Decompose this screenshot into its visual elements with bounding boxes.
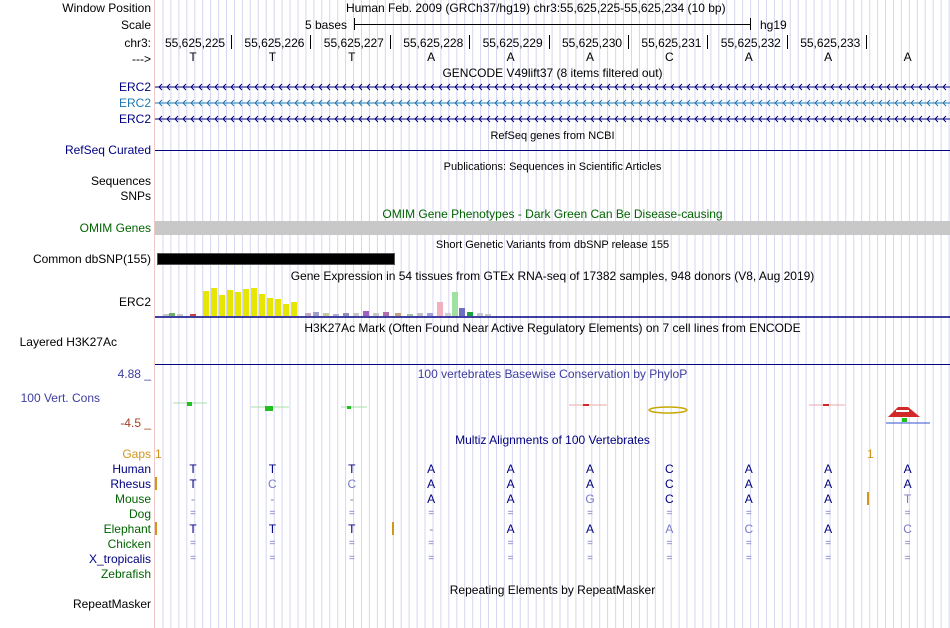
alignment-base: A xyxy=(744,477,753,491)
publications-snps-label[interactable]: SNPs xyxy=(120,189,151,203)
gtex-tissue-bar xyxy=(373,313,379,316)
alignment-base: A xyxy=(665,522,674,536)
gencode-item-label-2[interactable]: ERC2 xyxy=(118,96,151,110)
dbsnp-track-label[interactable]: Common dbSNP(155) xyxy=(32,252,151,266)
species-label-chicken[interactable]: Chicken xyxy=(107,537,151,551)
refseq-track-label[interactable]: RefSeq Curated xyxy=(64,143,151,157)
alignment-base: = xyxy=(587,508,593,519)
rhesus-insertion-mark xyxy=(155,477,157,490)
gtex-tissue-bar xyxy=(445,313,451,316)
gtex-tissue-bar xyxy=(485,314,491,316)
omim-track-title: OMIM Gene Phenotypes - Dark Green Can Be Disease-causing xyxy=(382,207,723,221)
omim-track-label[interactable]: OMIM Genes xyxy=(79,221,151,235)
refseq-track-title: RefSeq genes from NCBI xyxy=(490,130,615,142)
alignment-base: = xyxy=(587,538,593,549)
multiz-track-title: Multiz Alignments of 100 Vertebrates xyxy=(455,433,650,447)
alignment-base: A xyxy=(824,522,833,536)
species-label-x-tropicalis[interactable]: X_tropicalis xyxy=(88,552,151,566)
gtex-tissue-bar xyxy=(283,304,289,316)
gtex-track-label[interactable]: ERC2 xyxy=(118,295,151,309)
chrom-label: chr3: xyxy=(124,36,151,50)
gtex-tissue-bar xyxy=(437,302,443,316)
ruler-tick xyxy=(787,35,788,49)
gtex-tissue-bar xyxy=(353,313,359,316)
alignment-base: A xyxy=(506,477,515,491)
reference-base: A xyxy=(427,50,436,64)
alignment-base: = xyxy=(587,553,593,564)
mouse-insertion-mark xyxy=(867,492,869,505)
gtex-tissue-bar xyxy=(383,312,389,316)
alignment-base: C xyxy=(347,477,357,491)
species-label-zebrafish[interactable]: Zebrafish xyxy=(100,567,151,581)
h3k27ac-track-label[interactable]: Layered H3K27Ac xyxy=(19,335,117,349)
ruler-tick xyxy=(707,35,708,49)
alignment-base: = xyxy=(269,538,276,549)
alignment-base: = xyxy=(666,508,673,519)
species-label-human[interactable]: Human xyxy=(112,462,151,476)
alignment-base: A xyxy=(585,462,594,476)
scale-bar-right-tick xyxy=(750,18,751,30)
refseq-transcript-line[interactable] xyxy=(155,150,950,151)
gencode-item-label-3[interactable]: ERC2 xyxy=(118,112,151,126)
gtex-tissue-bar xyxy=(219,295,225,316)
alignment-base: = xyxy=(904,538,911,549)
alignment-base: A xyxy=(585,477,594,491)
gtex-tissue-bar xyxy=(333,314,339,316)
species-label-dog[interactable]: Dog xyxy=(128,507,151,521)
gtex-tissue-bar xyxy=(275,299,281,316)
ruler-coordinate: 55,625,229 xyxy=(482,36,543,50)
gtex-tissue-bar xyxy=(305,313,311,316)
scale-bar-label: 5 bases xyxy=(305,18,348,32)
alignment-base: A xyxy=(585,522,594,536)
species-label-rhesus[interactable]: Rhesus xyxy=(110,477,151,491)
alignment-base: A xyxy=(903,477,912,491)
alignment-base: C xyxy=(665,492,674,506)
alignment-base: T xyxy=(189,477,197,491)
alignment-base: = xyxy=(428,553,435,564)
ruler-tick xyxy=(390,35,391,49)
ruler-tick xyxy=(628,35,629,49)
alignment-base: = xyxy=(507,538,514,549)
alignment-base: = xyxy=(904,553,911,564)
dbsnp-variant-bar[interactable] xyxy=(157,253,395,265)
alignment-base: - xyxy=(270,492,275,506)
alignment-base: = xyxy=(666,553,673,564)
alignment-base: = xyxy=(348,553,355,564)
reference-base: T xyxy=(268,50,277,64)
publications-track-title: Publications: Sequences in Scientific Articles xyxy=(443,161,662,173)
alignment-base: C xyxy=(903,522,912,536)
h3k27ac-baseline xyxy=(155,364,950,365)
reference-base: A xyxy=(744,50,753,64)
repeatmasker-track-title: Repeating Elements by RepeatMasker xyxy=(449,583,656,597)
alignment-base: = xyxy=(825,508,832,519)
ruler-tick xyxy=(866,35,867,49)
reference-base: A xyxy=(824,50,833,64)
dbsnp-track-title: Short Genetic Variants from dbSNP release 155 xyxy=(435,239,670,251)
scale-bar xyxy=(354,24,750,25)
alignment-base: G xyxy=(585,492,595,506)
gtex-tissue-bar xyxy=(427,313,433,316)
alignment-base: = xyxy=(269,553,276,564)
alignment-base: - xyxy=(349,492,354,506)
gtex-tissue-bar xyxy=(417,313,423,316)
ruler-tick xyxy=(310,35,311,49)
scale-label: Scale xyxy=(120,18,151,32)
alignment-base: A xyxy=(427,492,436,506)
alignment-base: = xyxy=(507,553,514,564)
alignment-base: T xyxy=(189,522,197,536)
ruler-tick xyxy=(231,35,232,49)
ruler-coordinate: 55,625,228 xyxy=(403,36,464,50)
ruler-coordinate: 55,625,225 xyxy=(165,36,226,50)
omim-phenotype-bar[interactable] xyxy=(155,221,950,235)
alignment-base: = xyxy=(745,508,752,519)
alignment-base: A xyxy=(903,462,912,476)
ruler-coordinate: 55,625,230 xyxy=(562,36,623,50)
alignment-base: A xyxy=(824,492,833,506)
gtex-tissue-bar xyxy=(395,313,401,316)
species-label-mouse[interactable]: Mouse xyxy=(114,492,151,506)
alignment-base: T xyxy=(189,462,197,476)
reference-base: A xyxy=(585,50,594,64)
alignment-base: T xyxy=(348,462,356,476)
gtex-tissue-bar xyxy=(259,294,265,316)
ruler-tick xyxy=(549,35,550,49)
reference-base: A xyxy=(903,50,912,64)
reference-base: A xyxy=(506,50,515,64)
multiz-gap-mark-right: 1 xyxy=(867,447,874,461)
alignment-base: = xyxy=(825,553,832,564)
alignment-base: T xyxy=(268,462,277,476)
elephant-insertion-mark-left xyxy=(155,522,157,535)
elephant-insertion-mark-mid xyxy=(392,522,394,535)
ruler-coordinate: 55,625,226 xyxy=(244,36,305,50)
multiz-gaps-label: Gaps xyxy=(122,447,151,461)
gtex-tissue-bar xyxy=(163,314,169,316)
phylop-conservation-plot[interactable] xyxy=(155,395,950,430)
alignment-base: = xyxy=(825,538,832,549)
gtex-tissue-bar xyxy=(251,288,257,316)
repeatmasker-track-label[interactable]: RepeatMasker xyxy=(72,597,151,611)
strand-label: ---> xyxy=(132,52,151,66)
alignment-base: = xyxy=(745,553,752,564)
alignment-base: A xyxy=(506,492,515,506)
gtex-tissue-bar xyxy=(190,314,196,316)
alignment-base: A xyxy=(744,492,753,506)
gtex-tissue-bar xyxy=(459,308,465,316)
phylop-min-label: -4.5 _ xyxy=(120,416,151,430)
scale-assembly-label: hg19 xyxy=(760,18,787,32)
alignment-base: A xyxy=(744,462,753,476)
reference-base: T xyxy=(348,50,356,64)
alignment-base: A xyxy=(824,477,833,491)
alignment-base: T xyxy=(903,492,912,506)
multiz-gap-mark-left: 1 xyxy=(155,447,162,461)
gtex-tissue-bar xyxy=(235,292,241,316)
gtex-tissue-bar xyxy=(267,298,273,316)
alignment-base: A xyxy=(427,477,436,491)
gencode-item-label-1[interactable]: ERC2 xyxy=(118,80,151,94)
gtex-tissue-bar xyxy=(203,291,209,316)
ruler-tick xyxy=(469,35,470,49)
alignment-base: = xyxy=(745,538,752,549)
ruler-coordinate: 55,625,233 xyxy=(800,36,861,50)
phylop-track-label[interactable]: 100 Vert. Cons xyxy=(20,391,100,405)
gencode-transcripts[interactable] xyxy=(155,80,950,126)
reference-base: T xyxy=(189,50,197,64)
gtex-tissue-bar xyxy=(467,312,473,316)
gtex-tissue-bar xyxy=(177,314,183,316)
h3k27ac-track-title: H3K27Ac Mark (Often Found Near Active Regulatory Elements) on 7 cell lines from ENCODE xyxy=(304,321,801,335)
gtex-tissue-bar xyxy=(452,292,458,316)
alignment-base: A xyxy=(824,462,833,476)
gtex-tissue-bar xyxy=(343,313,349,316)
alignment-base: = xyxy=(428,508,435,519)
alignment-base: = xyxy=(904,508,911,519)
gtex-expression-bars[interactable] xyxy=(155,283,950,319)
alignment-base: T xyxy=(348,522,356,536)
alignment-base: C xyxy=(744,522,754,536)
gencode-track-title: GENCODE V49lift37 (8 items filtered out) xyxy=(442,66,663,80)
gtex-tissue-bar xyxy=(407,314,413,316)
publications-sequences-label[interactable]: Sequences xyxy=(90,174,151,188)
alignment-base: A xyxy=(427,462,436,476)
gtex-tissue-bar xyxy=(363,311,369,316)
alignment-base: = xyxy=(348,538,355,549)
alignment-base: - xyxy=(429,522,434,536)
phylop-max-label: 4.88 _ xyxy=(117,367,151,381)
species-label-elephant[interactable]: Elephant xyxy=(103,522,151,536)
alignment-base: = xyxy=(190,553,196,564)
window-position-value: Human Feb. 2009 (GRCh37/hg19) chr3:55,625,225-55,625,234 (10 bp) xyxy=(346,1,726,15)
ruler-coordinate: 55,625,227 xyxy=(323,36,384,50)
ruler-coordinate: 55,625,231 xyxy=(641,36,702,50)
alignment-base: C xyxy=(268,477,277,491)
gtex-tissue-bar xyxy=(313,312,319,316)
gtex-tissue-bar xyxy=(323,313,329,316)
alignment-base: = xyxy=(190,538,196,549)
alignment-base: - xyxy=(191,492,195,506)
alignment-base: = xyxy=(190,508,196,519)
alignment-base: = xyxy=(507,508,514,519)
gtex-tissue-bar xyxy=(211,288,217,316)
gtex-tissue-bar xyxy=(243,289,249,316)
alignment-base: = xyxy=(269,508,276,519)
gtex-tissue-bar xyxy=(227,290,233,316)
gtex-tissue-bar xyxy=(477,313,483,316)
window-position-label: Window Position xyxy=(62,1,151,15)
alignment-base: T xyxy=(268,522,277,536)
gtex-track-title: Gene Expression in 54 tissues from GTEx RNA-seq of 17382 samples, 948 donors (V8, Aug 2019) xyxy=(290,269,815,283)
phylop-track-title: 100 vertebrates Basewise Conservation by PhyloP xyxy=(417,367,688,381)
track-display-area[interactable] xyxy=(155,0,950,628)
alignment-base: = xyxy=(428,538,435,549)
gtex-tissue-bar xyxy=(169,313,175,316)
alignment-base: A xyxy=(506,462,515,476)
gtex-tissue-bar xyxy=(291,302,297,316)
alignment-base: C xyxy=(665,477,674,491)
alignment-base: A xyxy=(506,522,515,536)
ruler-coordinate: 55,625,232 xyxy=(720,36,781,50)
alignment-base: C xyxy=(665,462,674,476)
alignment-base: = xyxy=(348,508,355,519)
reference-base: C xyxy=(665,50,674,64)
alignment-base: = xyxy=(666,538,673,549)
track-label-column xyxy=(0,0,153,628)
